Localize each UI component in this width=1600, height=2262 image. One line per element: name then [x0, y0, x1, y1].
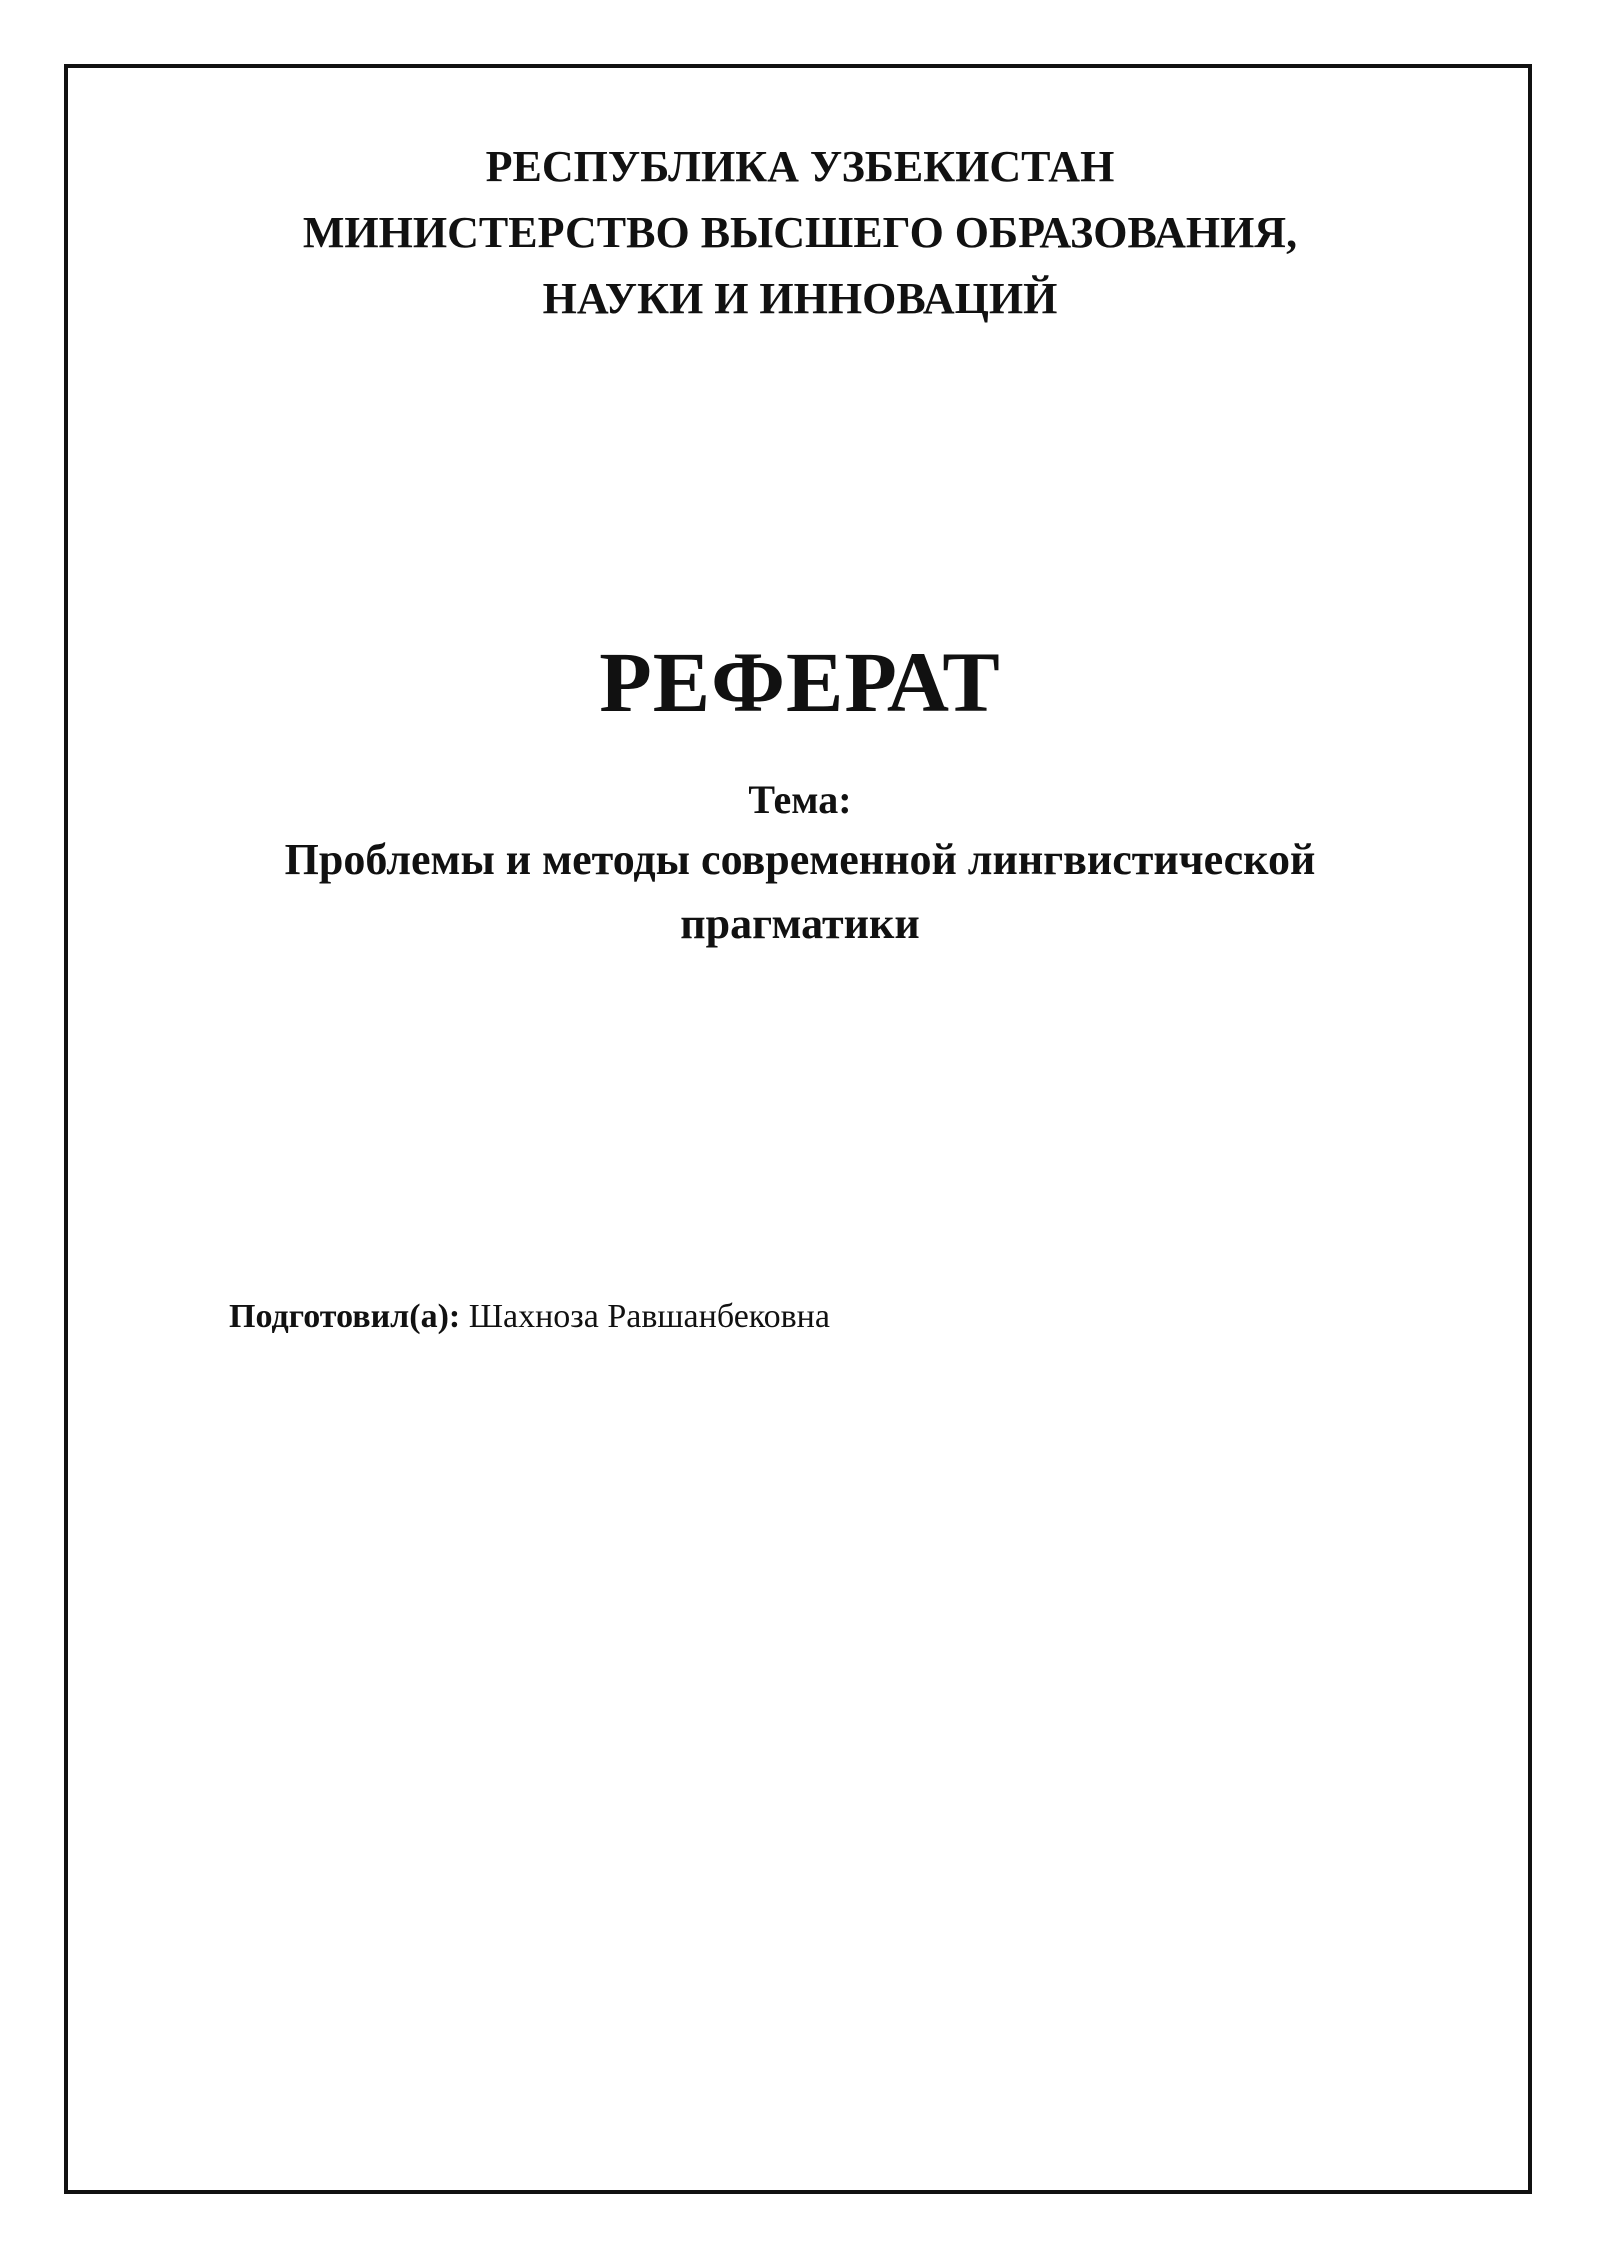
header-line-ministry: МИНИСТЕРСТВО ВЫСШЕГО ОБРАЗОВАНИЯ, — [302, 208, 1298, 257]
topic-title-line-1: Проблемы и методы современной лингвистической — [284, 835, 1316, 884]
header-line-country: РЕСПУБЛИКА УЗБЕКИСТАН — [485, 142, 1115, 191]
prepared-by-label: Подготовил(а): — [229, 1298, 461, 1335]
topic-title-line-2: прагматики — [680, 899, 920, 948]
page-border — [64, 64, 1532, 2194]
header-line-ministry-cont: НАУКИ И ИННОВАЦИЙ — [542, 274, 1058, 323]
topic-label: Тема: — [748, 777, 852, 822]
prepared-by — [229, 1292, 830, 1342]
topic-title — [0, 828, 1600, 956]
author-name: Шахноза Равшанбековна — [468, 1298, 830, 1335]
document-type-title: РЕФЕРАТ — [599, 634, 1001, 730]
institution-header — [0, 134, 1600, 332]
